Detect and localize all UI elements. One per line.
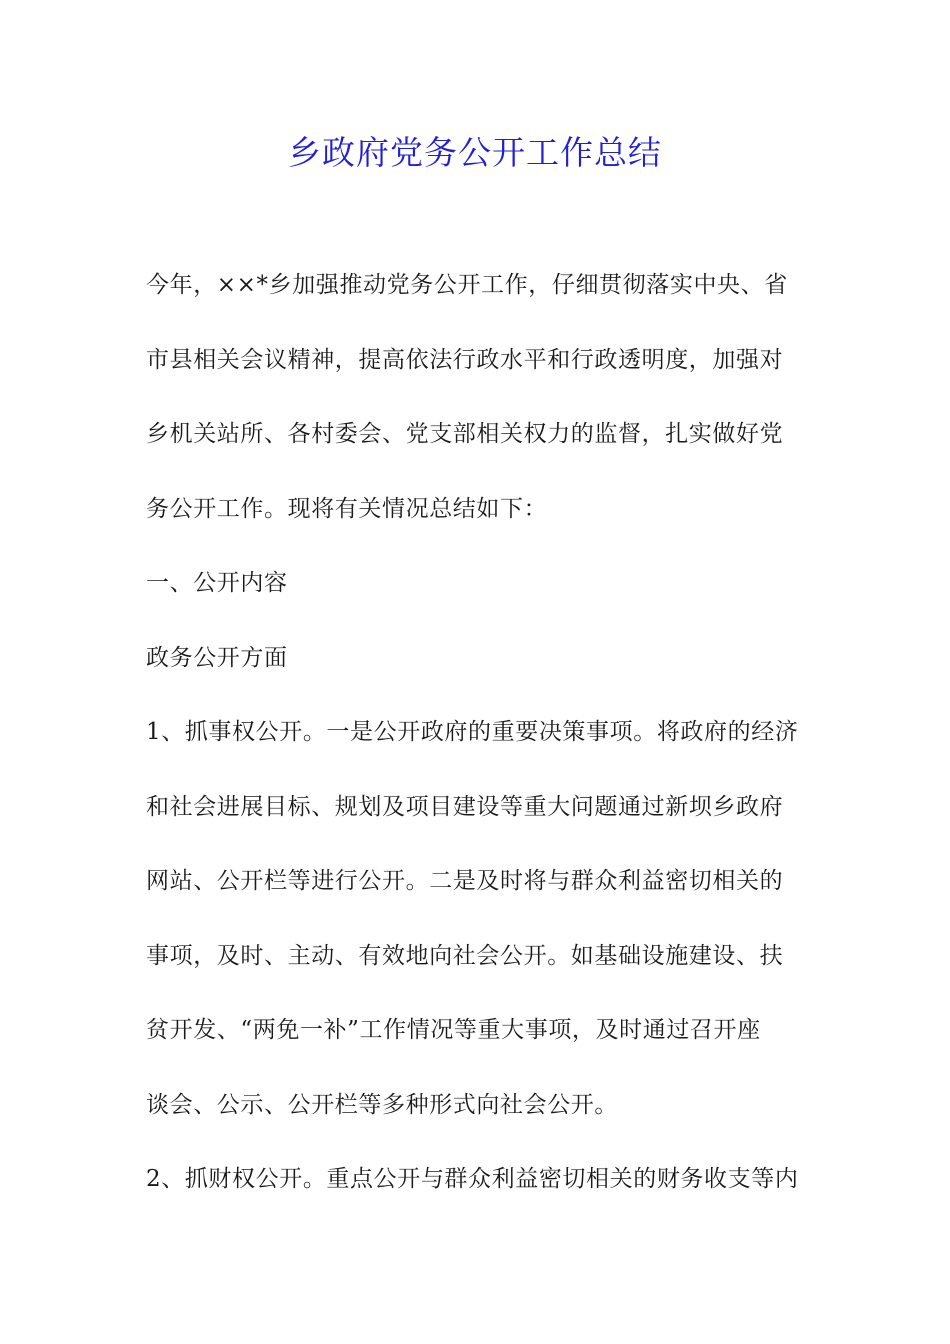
body-line: 谈会、公示、公开栏等多种形式向社会公开。 (146, 1091, 618, 1118)
body-line: 网站、公开栏等进行公开。二是及时将与群众利益密切相关的 (146, 868, 784, 894)
body-line: 和社会进展目标、规划及项目建设等重大问题通过新坝乡政府 (146, 793, 784, 820)
body-line: 今年，××*乡加强推动党务公开工作，仔细贯彻落实中央、省 (146, 272, 788, 298)
body-line: 2、抓财权公开。重点公开与群众利益密切相关的财务收支等内 (146, 1166, 799, 1192)
document-title: 乡政府党务公开工作总结 (288, 133, 662, 172)
body-line: 事项，及时、主动、有效地向社会公开。如基础设施建设、扶 (146, 942, 784, 969)
body-line: 乡机关站所、各村委会、党支部相关权力的监督，扎实做好党 (146, 421, 784, 447)
body-line: 贫开发、“两免一补”工作情况等重大事项，及时通过召开座 (146, 1017, 761, 1043)
body-line: 务公开工作。现将有关情况总结如下： (146, 495, 548, 522)
subsection-heading: 政务公开方面 (146, 644, 288, 671)
document-body (146, 260, 811, 1229)
body-line: 1、抓事权公开。一是公开政府的重要决策事项。将政府的经济 (146, 719, 799, 745)
body-line: 市县相关会议精神，提高依法行政水平和行政透明度，加强对 (146, 346, 784, 373)
section-heading: 一、公开内容 (146, 570, 288, 596)
